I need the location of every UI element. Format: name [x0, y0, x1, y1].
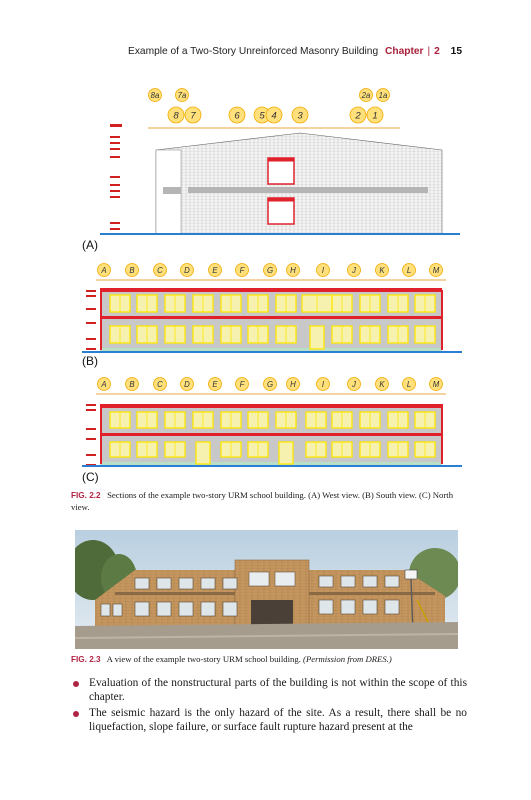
axis-marker-1a: [377, 89, 390, 102]
axis-marker-m: [430, 264, 443, 277]
window: [201, 578, 215, 589]
window: [165, 326, 185, 343]
figure-2-3-number: FIG. 2.3: [71, 655, 101, 664]
window: [302, 295, 332, 312]
window: [341, 576, 355, 587]
floor-band: [100, 316, 442, 319]
parapet-band: [100, 404, 442, 408]
axis-label: 3: [297, 110, 303, 122]
window: [388, 442, 408, 457]
axis-marker-3: [292, 107, 308, 123]
axis-marker-h: [287, 378, 300, 391]
axis-label: G: [266, 265, 274, 275]
figure-2-3-text: A view of the example two-story URM school building.: [106, 654, 301, 664]
axis-label: 2: [355, 110, 361, 122]
axis-label: H: [290, 379, 296, 389]
axis-marker-7a: [176, 89, 189, 102]
window: [179, 578, 193, 589]
axis-marker-7: [185, 107, 201, 123]
figure-2-3-caption: [71, 654, 466, 666]
axis-marker-a: [98, 378, 111, 391]
window: [248, 326, 268, 343]
ground-line: [100, 233, 460, 235]
axis-marker-j: [348, 264, 361, 277]
figure-a-top-axis-markers: [149, 89, 390, 102]
axis-marker-g: [264, 378, 277, 391]
window: [341, 600, 355, 614]
axis-label: 7: [190, 110, 196, 122]
window: [193, 326, 213, 343]
axis-marker-m: [430, 378, 443, 391]
axis-marker-f: [236, 378, 249, 391]
window: [110, 442, 130, 457]
figure-2-2-number: FIG. 2.2: [71, 491, 101, 500]
bullet-item: [71, 706, 467, 734]
floor-band: [188, 187, 428, 193]
axis-label: G: [266, 379, 274, 389]
axis-marker-e: [209, 264, 222, 277]
axis-label: 5: [259, 110, 265, 122]
window: [306, 442, 326, 457]
axis-marker-i: [317, 264, 330, 277]
level-tags: [86, 404, 96, 466]
bullet-item: [71, 676, 467, 704]
axis-label: J: [352, 265, 356, 275]
window: [385, 600, 399, 614]
window: [201, 602, 215, 616]
axis-marker-6: [229, 107, 245, 123]
window: [332, 295, 352, 312]
axis-marker-l: [403, 264, 416, 277]
floor-band: [100, 433, 442, 436]
axis-marker-c: [154, 264, 167, 277]
axis-label: F: [239, 265, 245, 275]
chapter-number: 2: [434, 46, 440, 57]
window: [110, 412, 130, 428]
axis-marker-l: [403, 378, 416, 391]
axis-marker-k: [376, 264, 389, 277]
bullet-marker: [73, 711, 79, 717]
window: [415, 412, 435, 428]
window: [332, 326, 352, 343]
axis-label: B: [129, 379, 135, 389]
window: [193, 295, 213, 312]
window: [157, 578, 171, 589]
basketball-backboard: [405, 570, 417, 579]
axis-marker-i: [317, 378, 330, 391]
window: [165, 442, 185, 457]
figure-b-south-view: [82, 262, 462, 358]
axis-label: D: [184, 265, 190, 275]
axis-label: 8: [173, 110, 179, 122]
window: [135, 602, 149, 616]
lower-window: [268, 198, 294, 224]
axis-label: J: [352, 379, 356, 389]
axis-marker-b: [126, 264, 139, 277]
window: [306, 412, 326, 428]
axis-label: 1a: [378, 90, 388, 100]
window: [415, 326, 435, 343]
entrance-door: [251, 600, 293, 626]
window: [223, 578, 237, 589]
figure-2-3-permission: (Permission from DRES.): [303, 654, 392, 664]
window: [332, 442, 352, 457]
axis-label: H: [290, 265, 296, 275]
axis-marker-4: [266, 107, 282, 123]
window: [221, 295, 241, 312]
axis-label: A: [101, 265, 107, 275]
window: [319, 576, 333, 587]
axis-label: M: [432, 265, 440, 275]
parapet-band: [100, 288, 442, 292]
window: [110, 326, 130, 343]
axis-label: 8a: [150, 90, 160, 100]
window: [248, 412, 268, 428]
window: [360, 442, 380, 457]
level-tags: [110, 124, 122, 230]
axis-marker-k: [376, 378, 389, 391]
axis-label: A: [101, 379, 107, 389]
window: [415, 295, 435, 312]
window: [223, 602, 237, 616]
axis-label: E: [212, 379, 218, 389]
window: [388, 295, 408, 312]
axis-label: D: [184, 379, 190, 389]
axis-marker-8: [168, 107, 184, 123]
window: [360, 326, 380, 343]
window: [332, 412, 352, 428]
chapter-separator: |: [427, 46, 431, 57]
figure-a-label: (A): [82, 238, 98, 252]
window: [157, 602, 171, 616]
figure-c-north-view: [82, 376, 462, 470]
figure-2-2-caption: [71, 490, 466, 513]
figure-2-2-text: Sections of the example two-story URM school building. (A) West view. (B) South view. (C) North view.: [71, 490, 454, 512]
axis-marker-h: [287, 264, 300, 277]
axis-label: E: [212, 265, 218, 275]
axis-marker-c: [154, 378, 167, 391]
axis-label: K: [379, 379, 385, 389]
window: [248, 295, 268, 312]
axis-marker-d: [181, 264, 194, 277]
window: [137, 412, 157, 428]
axis-label: K: [379, 265, 385, 275]
window: [110, 295, 130, 312]
axis-label: L: [406, 265, 412, 275]
door: [279, 442, 293, 464]
door: [196, 442, 210, 464]
axis-marker-8a: [149, 89, 162, 102]
figure-b-label: (B): [82, 354, 98, 368]
window: [276, 326, 296, 343]
axis-marker-2: [350, 107, 366, 123]
axis-label: F: [239, 379, 245, 389]
bullet-marker: [73, 681, 79, 687]
window: [221, 326, 241, 343]
running-head: [0, 46, 462, 57]
window: [221, 442, 241, 457]
window: [165, 412, 185, 428]
window: [276, 412, 296, 428]
axis-marker-1: [367, 107, 383, 123]
window: [276, 295, 296, 312]
axis-label: C: [157, 379, 163, 389]
school-photo: [75, 530, 458, 649]
window: [137, 326, 157, 343]
page-number: 15: [450, 46, 462, 57]
axis-label: 2a: [361, 90, 371, 100]
window: [135, 578, 149, 589]
axis-marker-2a: [360, 89, 373, 102]
running-head-title: Example of a Two-Story Unreinforced Masonry Building: [128, 46, 379, 57]
window: [113, 604, 122, 616]
axis-marker-j: [348, 378, 361, 391]
window: [363, 600, 377, 614]
axis-label: 6: [234, 110, 240, 122]
window: [137, 295, 157, 312]
window: [179, 602, 193, 616]
figure-c-label: (C): [82, 470, 99, 484]
window: [221, 412, 241, 428]
axis-label: C: [157, 265, 163, 275]
axis-marker-f: [236, 264, 249, 277]
slab-edge-left: [163, 187, 181, 194]
window: [388, 412, 408, 428]
axis-marker-g: [264, 264, 277, 277]
ground-line: [82, 351, 462, 353]
axis-marker-d: [181, 378, 194, 391]
ground-line: [82, 465, 462, 467]
axis-label: 7a: [177, 90, 187, 100]
upper-window: [268, 158, 294, 184]
window: [385, 576, 399, 587]
axis-marker-b: [126, 378, 139, 391]
door: [310, 326, 324, 349]
window: [319, 600, 333, 614]
west-wall: [156, 133, 442, 234]
window: [193, 412, 213, 428]
axis-label: B: [129, 265, 135, 275]
axis-label: 1: [372, 110, 378, 122]
figure-a-axis-markers: [168, 107, 383, 123]
figure-b-axis-markers: [98, 264, 443, 277]
axis-label: L: [406, 379, 412, 389]
axis-marker-a: [98, 264, 111, 277]
window: [360, 295, 380, 312]
window: [137, 442, 157, 457]
window: [415, 442, 435, 457]
window: [165, 295, 185, 312]
bullet-text: The seismic hazard is the only hazard of the site. As a result, there shall be no liquefaction, slope failure, or surface fault rupture hazard present at the: [89, 707, 467, 733]
bullet-text: Evaluation of the nonstructural parts of the building is not within the scope of this chapter.: [89, 677, 467, 703]
axis-label: I: [321, 265, 325, 275]
axis-label: I: [321, 379, 325, 389]
axis-marker-e: [209, 378, 222, 391]
window: [388, 326, 408, 343]
level-tags: [86, 290, 96, 350]
window: [360, 412, 380, 428]
window: [363, 576, 377, 587]
window: [248, 442, 268, 457]
chapter-label: Chapter: [384, 46, 424, 57]
axis-label: M: [432, 379, 440, 389]
figure-c-axis-markers: [98, 378, 443, 391]
window: [101, 604, 110, 616]
axis-label: 4: [271, 110, 277, 122]
figure-a-west-view: [100, 86, 460, 238]
